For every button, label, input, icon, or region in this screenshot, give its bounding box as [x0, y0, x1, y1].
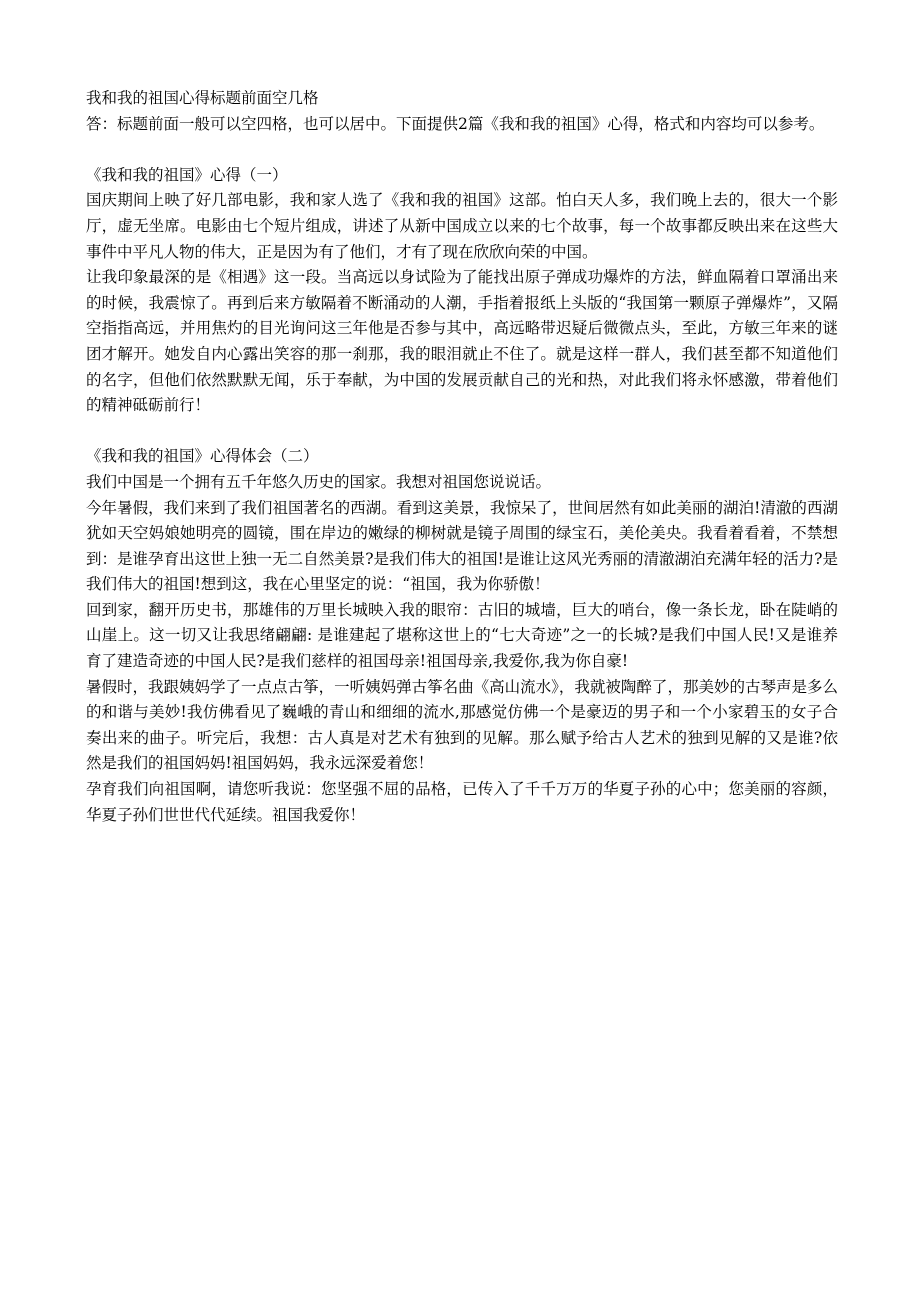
- question-heading: 我和我的祖国心得标题前面空几格: [86, 89, 319, 107]
- answer-text: 答：标题前面一般可以空四格，也可以居中。下面提供2篇《我和我的祖国》心得，格式和内容均可以参考。: [86, 114, 825, 133]
- spacer: [86, 419, 838, 445]
- essay-2-paragraph: 孕育我们向祖国啊，请您听我说：您坚强不屈的品格，已传入了千千万万的华夏子孙的心中；您美丽的容颜，华夏子孙们世世代代延续。祖国我爱你！: [86, 780, 838, 824]
- essay-1-title: 《我和我的祖国》心得（一）: [86, 165, 288, 184]
- essay-1-paragraph: 让我印象最深的是《相遇》这一段。当高远以身试险为了能找出原子弹成功爆炸的方法，鲜血隔着口罩涌出来的时候，我震惊了。再到后来方敏隔着不断涌动的人潮，手指着报纸上头版的“我国第一颗原子弹爆炸”，又隔空指指高远，并用焦灼的目光询问这三年他是否参与其中，高远略带迟疑后微微点头，至此，方敏三年来的谜团才解开。她发自内心露出笑容的那一刹那，我的眼泪就止不住了。就是这样一群人，我们甚至都不知道他们的名字，但他们依然默默无闻，乐于奉献，为中国的发展贡献自己的光和热，对此我们将永怀感激，带着他们的精神砥砺前行！: [86, 268, 838, 415]
- essay-2-paragraph: 今年暑假，我们来到了我们祖国著名的西湖。看到这美景，我惊呆了，世间居然有如此美丽的湖泊!清澈的西湖犹如天空妈娘她明亮的圆镜，围在岸边的嫩绿的柳树就是镜子周围的绿宝石，美伦美央。我看着看着，不禁想到：是谁孕育出这世上独一无二自然美景?是我们伟大的祖国!是谁让这风光秀丽的清澈湖泊充满年轻的活力?是我们伟大的祖国!想到这，我在心里坚定的说：“祖国，我为你骄傲！: [86, 498, 838, 594]
- document-page: [86, 86, 838, 828]
- essay-1-paragraph: 国庆期间上映了好几部电影，我和家人选了《我和我的祖国》这部。怕白天人多，我们晚上去的，很大一个影厅，虚无坐席。电影由七个短片组成，讲述了从新中国成立以来的七个故事，每一个故事都反映出来在这些大事件中平凡人物的伟大，正是因为有了他们，才有了现在欣欣向荣的中国。: [86, 191, 838, 261]
- essay-2-paragraph: 回到家，翻开历史书，那雄伟的万里长城映入我的眼帘：古旧的城墙，巨大的哨台，像一条长龙，卧在陡峭的山崖上。这一切又让我思绪翩翩: 是谁建起了堪称这世上的“七大奇迹”之一的长城?是我们中国人民!又是谁养育了建造奇迹的中国人民?是我们慈样的祖国母亲!祖国母亲,我爱你,我为你自豪!: [86, 600, 838, 671]
- essay-2-title: 《我和我的祖国》心得体会（二）: [86, 447, 319, 466]
- essay-2-paragraph: 我们中国是一个拥有五千年悠久历史的国家。我想对祖国您说说话。: [86, 472, 552, 491]
- essay-2-paragraph: 暑假时，我跟姨妈学了一点点古筝，一听姨妈弹古筝名曲《高山流水》，我就被陶醉了，那美妙的古琴声是多么的和谐与美妙!我仿佛看见了巍峨的青山和细细的流水,那感觉仿佛一个是豪迈的男子和一个小家碧玉的女子合奏出来的曲子。听完后，我想：古人真是对艺术有独到的见解。那么赋予给古人艺术的独到见解的又是谁?依然是我们的祖国妈妈!祖国妈妈，我永远深爱着您！: [86, 677, 838, 773]
- spacer: [86, 137, 838, 163]
